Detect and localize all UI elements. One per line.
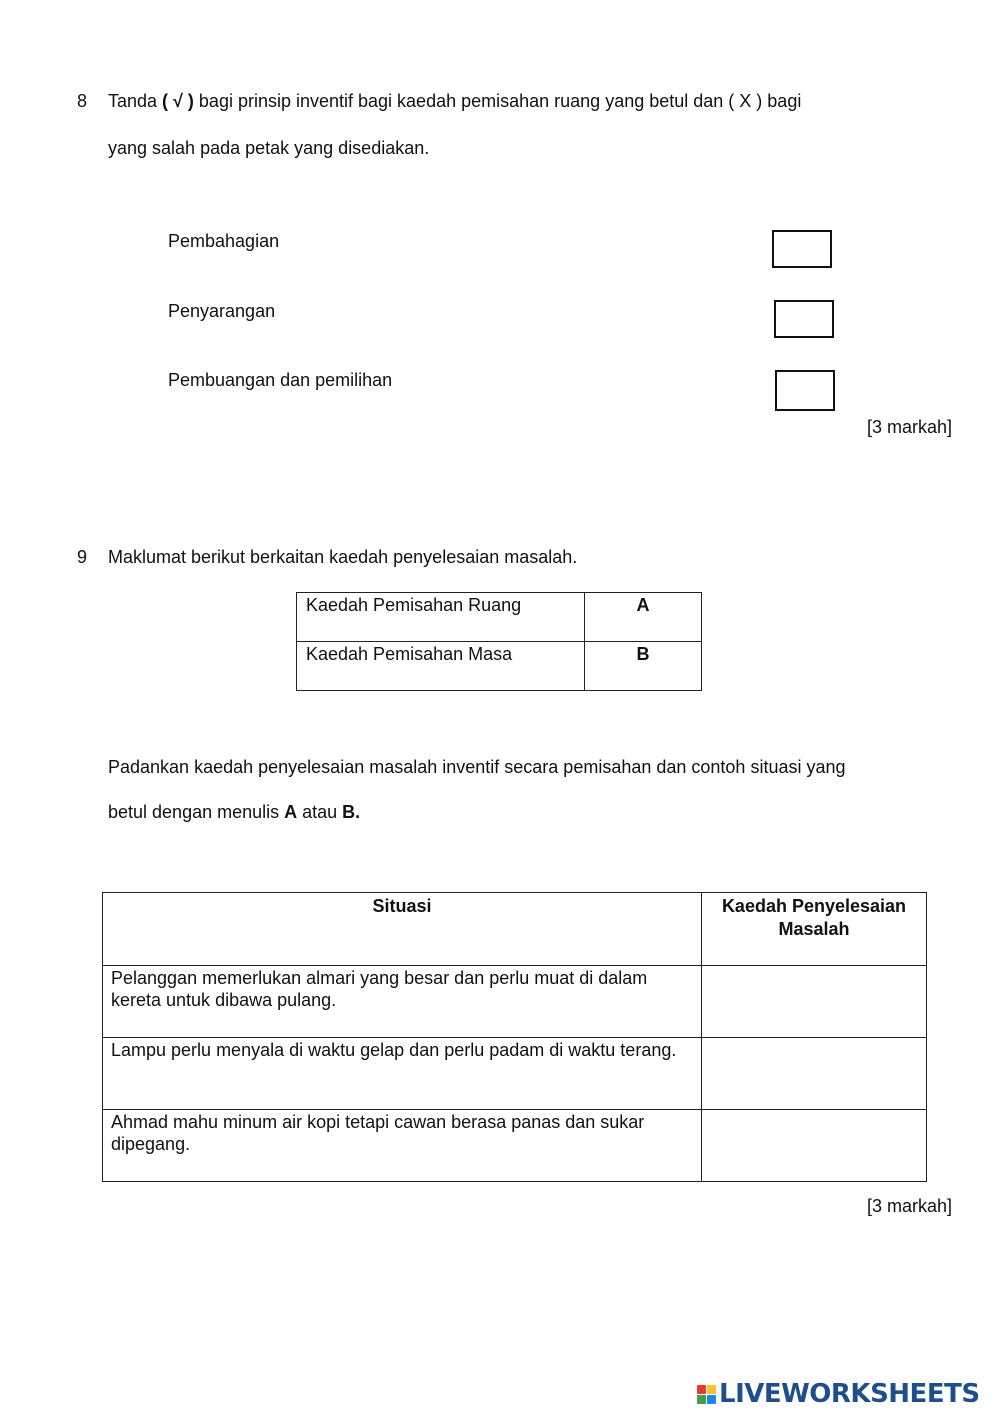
- q8-line1-post: bagi prinsip inventif bagi kaedah pemisahan ruang yang betul dan ( X ) bagi: [193, 91, 802, 111]
- tick-box-pembuangan[interactable]: [775, 370, 835, 411]
- tick-symbol: ( √ ): [162, 91, 194, 111]
- question-9-instruction-line2: [108, 802, 360, 823]
- method-row: [297, 642, 702, 691]
- situation-text: Ahmad mahu minum air kopi tetapi cawan berasa panas dan sukar dipegang.: [103, 1110, 702, 1182]
- question-8-number: 8: [77, 91, 88, 111]
- logo-text: LIVEWORKSHEETS: [719, 1379, 980, 1409]
- method-row: [297, 593, 702, 642]
- method-code: A: [585, 593, 702, 642]
- method-name: Kaedah Pemisahan Ruang: [297, 593, 585, 642]
- option-label-penyarangan: Penyarangan: [168, 301, 276, 321]
- table-row: [103, 1110, 927, 1182]
- method-name: Kaedah Pemisahan Masa: [297, 642, 585, 691]
- question-9-intro: Maklumat berikut berkaitan kaedah penyelesaian masalah.: [108, 547, 578, 567]
- q8-line1-pre: Tanda: [108, 91, 163, 111]
- instruction-mid: atau: [297, 802, 343, 822]
- question-8-text-line2: yang salah pada petak yang disediakan.: [108, 138, 430, 158]
- question-9-instruction-line1: Padankan kaedah penyelesaian masalah inventif secara pemisahan dan contoh situasi yang: [108, 757, 846, 777]
- question-9-marks: [3 markah]: [866, 1196, 952, 1216]
- instruction-option-b: B.: [342, 802, 361, 822]
- table-header-row: [103, 893, 927, 966]
- question-8-marks: [3 markah]: [866, 417, 952, 437]
- question-9-number: 9: [77, 547, 88, 567]
- method-code: B: [585, 642, 702, 691]
- option-label-pembahagian: Pembahagian: [168, 231, 280, 251]
- liveworksheets-logo: [697, 1378, 980, 1410]
- method-key-table: [296, 592, 702, 691]
- table-row: [103, 966, 927, 1038]
- instruction-option-a: A: [284, 802, 298, 822]
- logo-blocks-icon: [697, 1385, 716, 1404]
- situation-text: Lampu perlu menyala di waktu gelap dan perlu padam di waktu terang.: [103, 1038, 702, 1110]
- table-row: [103, 1038, 927, 1110]
- situation-table: [102, 892, 927, 1182]
- instruction-pre: betul dengan menulis: [108, 802, 285, 822]
- answer-input[interactable]: [702, 966, 926, 1037]
- header-method: Kaedah Penyelesaian Masalah: [702, 893, 927, 966]
- answer-cell: [702, 1110, 927, 1182]
- question-8-text-line1: [108, 91, 801, 112]
- answer-input[interactable]: [702, 1110, 926, 1181]
- answer-input[interactable]: [702, 1038, 926, 1109]
- answer-cell: [702, 966, 927, 1038]
- answer-cell: [702, 1038, 927, 1110]
- tick-box-penyarangan[interactable]: [774, 300, 834, 338]
- tick-box-pembahagian[interactable]: [772, 230, 832, 268]
- header-situation: Situasi: [103, 893, 702, 966]
- option-label-pembuangan: Pembuangan dan pemilihan: [168, 370, 393, 390]
- situation-text: Pelanggan memerlukan almari yang besar dan perlu muat di dalam kereta untuk dibawa pulang.: [103, 966, 702, 1038]
